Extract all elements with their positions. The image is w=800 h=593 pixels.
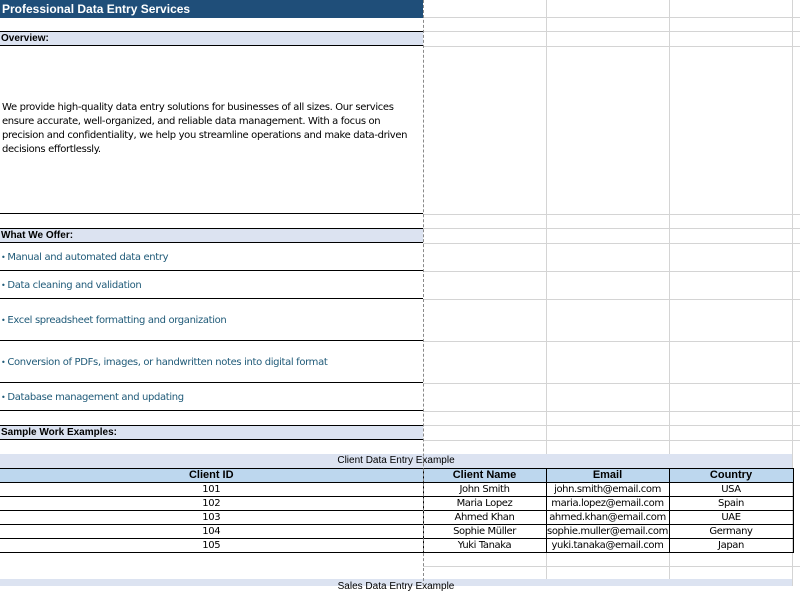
gridline-horizontal bbox=[423, 228, 800, 229]
bullet-icon: • bbox=[1, 252, 6, 262]
gridline-horizontal bbox=[423, 46, 800, 47]
offer-item-label: Excel spreadsheet formatting and organization bbox=[7, 314, 227, 326]
bullet-icon: • bbox=[1, 357, 6, 367]
offer-item[interactable] bbox=[0, 271, 423, 299]
cell-email[interactable]: yuki.tanaka@email.com bbox=[546, 539, 669, 553]
bullet-icon: • bbox=[1, 392, 6, 402]
cell-email[interactable]: john.smith@email.com bbox=[546, 483, 669, 497]
offer-item-label: Data cleaning and validation bbox=[7, 279, 142, 291]
gridline-horizontal bbox=[423, 440, 800, 441]
gridline-horizontal bbox=[423, 31, 800, 32]
column-header-email[interactable]: Email bbox=[546, 469, 669, 483]
cell-client-name[interactable]: Sophie Müller bbox=[423, 525, 546, 539]
cell-country[interactable]: Japan bbox=[669, 539, 793, 553]
cell-country[interactable]: Spain bbox=[669, 497, 793, 511]
table-row bbox=[0, 483, 793, 497]
cell-email[interactable]: ahmed.khan@email.com bbox=[546, 511, 669, 525]
cell-client-id[interactable]: 101 bbox=[0, 483, 423, 497]
offer-item-label: Database management and updating bbox=[7, 391, 184, 403]
cell-client-id[interactable]: 104 bbox=[0, 525, 423, 539]
gridline-horizontal bbox=[423, 341, 800, 342]
client-data-table bbox=[0, 468, 794, 553]
cell-country[interactable]: USA bbox=[669, 483, 793, 497]
gridline-horizontal bbox=[423, 425, 800, 426]
table-row bbox=[0, 497, 793, 511]
overview-text[interactable]: We provide high-quality data entry solutions for businesses of all sizes. Our services ensure accurate, well-organized, and reliable data management. With a focus on precision and confidentiality, we help you streamline operations and make data-driven decisions effortlessly. bbox=[2, 102, 408, 155]
column-header-country[interactable]: Country bbox=[669, 469, 793, 483]
cell-email[interactable]: sophie.muller@email.com bbox=[547, 526, 668, 537]
page-break-line bbox=[423, 0, 424, 586]
divider bbox=[0, 213, 423, 214]
sales-table-caption-text: Sales Data Entry Example bbox=[337, 581, 455, 592]
offer-item[interactable] bbox=[0, 299, 423, 341]
bullet-icon: • bbox=[1, 280, 6, 290]
offer-heading[interactable]: What We Offer: bbox=[0, 228, 423, 243]
gridline-horizontal bbox=[423, 214, 800, 215]
gridline-horizontal bbox=[423, 383, 800, 384]
offer-item[interactable] bbox=[0, 383, 423, 411]
divider bbox=[0, 410, 423, 411]
sheet-title[interactable]: Professional Data Entry Services bbox=[0, 0, 423, 18]
cell-email[interactable]: maria.lopez@email.com bbox=[546, 497, 669, 511]
sales-table-caption[interactable] bbox=[0, 579, 792, 592]
table-row bbox=[0, 511, 793, 525]
cell-client-name[interactable]: Ahmed Khan bbox=[423, 511, 546, 525]
cell-country[interactable]: Germany bbox=[669, 525, 793, 539]
offer-item[interactable] bbox=[0, 243, 423, 271]
cell-country[interactable]: UAE bbox=[669, 511, 793, 525]
gridline-horizontal bbox=[423, 271, 800, 272]
cell-client-id[interactable]: 103 bbox=[0, 511, 423, 525]
gridline-horizontal bbox=[423, 411, 800, 412]
bullet-icon: • bbox=[1, 315, 6, 325]
column-header-client-id[interactable]: Client ID bbox=[0, 469, 423, 483]
table-row bbox=[0, 539, 793, 553]
gridline-horizontal bbox=[423, 566, 800, 567]
overview-heading[interactable]: Overview: bbox=[0, 31, 423, 46]
offer-item-label: Conversion of PDFs, images, or handwritten notes into digital format bbox=[7, 356, 328, 368]
offer-item-label: Manual and automated data entry bbox=[7, 251, 169, 263]
client-table-caption[interactable]: Client Data Entry Example bbox=[0, 454, 792, 468]
cell-client-name[interactable]: John Smith bbox=[423, 483, 546, 497]
cell-client-name[interactable]: Yuki Tanaka bbox=[423, 539, 546, 553]
cell-client-id[interactable]: 102 bbox=[0, 497, 423, 511]
samples-heading[interactable]: Sample Work Examples: bbox=[0, 425, 423, 440]
table-header-row bbox=[0, 469, 793, 483]
column-header-client-name[interactable]: Client Name bbox=[423, 469, 546, 483]
gridline-horizontal bbox=[423, 299, 800, 300]
cell-client-name[interactable]: Maria Lopez bbox=[423, 497, 546, 511]
offer-item[interactable] bbox=[0, 341, 423, 383]
gridline-horizontal bbox=[423, 17, 800, 18]
gridline-horizontal bbox=[423, 243, 800, 244]
cell-client-id[interactable]: 105 bbox=[0, 539, 423, 553]
table-row bbox=[0, 525, 793, 539]
